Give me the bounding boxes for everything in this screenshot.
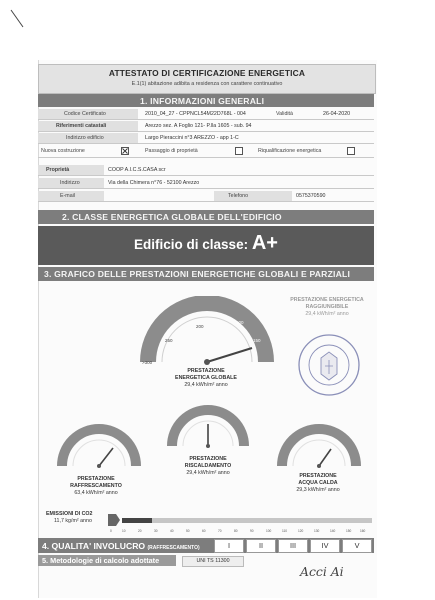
grade-II: II (246, 539, 276, 553)
catastali-label: Riferimenti catastali (56, 123, 107, 129)
row-contatti (38, 191, 374, 202)
section-2-title: 2. CLASSE ENERGETICA GLOBALE DELL'EDIFICIO (62, 212, 282, 222)
owner-indirizzo-label: Indirizzo (60, 180, 80, 186)
section-4-title-text: 4. QUALITA' INVOLUCRO (42, 541, 146, 551)
raffrescamento-label (46, 476, 146, 497)
section-4-row (38, 538, 374, 553)
riscaldamento-line2: RISCALDAMENTO (184, 463, 232, 469)
codice-label: Codice Certificato (64, 111, 106, 117)
grade-I: I (214, 539, 244, 553)
codice-value: 2010_04_27 - CPPNCL54M22D768L - 004 (145, 111, 246, 117)
svg-text:30: 30 (154, 529, 158, 533)
indirizzo-value: Largo Pieraccini n°3 AREZZO - app 1-C (145, 135, 239, 141)
section-5-title-cell (38, 555, 176, 566)
raggiungibile-value: 29,4 kWh/m² anno (305, 311, 349, 317)
section-3-title: 3. GRAFICO DELLE PRESTAZIONI ENERGETICHE GLOBALI E PARZIALI (44, 269, 351, 279)
globale-line2: ENERGETICA GLOBALE (175, 375, 237, 381)
co2-label (46, 511, 106, 525)
acqua-calda-value: 29,3 kWh/m² anno (296, 487, 340, 493)
proprieta-label: Proprietà (46, 167, 70, 173)
raffrescamento-gauge (56, 424, 142, 470)
svg-text:130: 130 (314, 529, 320, 533)
certificate-title: ATTESTATO DI CERTIFICAZIONE ENERGETICA (108, 68, 306, 78)
email-label: E-mail (60, 193, 76, 199)
catastali-value: Arezzo sez. A Foglio 121- P.lla 1605 - sub. 94 (145, 123, 252, 129)
row-catastali (38, 121, 374, 132)
riqualificazione-label: Riqualificazione energetica (258, 148, 322, 154)
svg-text:70: 70 (218, 529, 222, 533)
section-5-value: UNI TS 11300 (182, 556, 244, 567)
passaggio-checkbox[interactable] (235, 147, 243, 155)
section-3-header (38, 267, 374, 281)
svg-text:60: 60 (202, 529, 206, 533)
svg-text:160: 160 (360, 529, 366, 533)
svg-text:40: 40 (170, 529, 174, 533)
raggiungibile-line1: PRESTAZIONE ENERGETICA (290, 297, 364, 303)
co2-scale (108, 512, 374, 534)
telefono-label: Telefono (228, 193, 249, 199)
gauge-tick: 150 (253, 338, 261, 343)
row-owner-indirizzo (38, 178, 374, 189)
gauge-tick: 100 (236, 320, 244, 325)
riscaldamento-line1: PRESTAZIONE (189, 456, 227, 462)
grade-III: III (278, 539, 308, 553)
svg-text:90: 90 (250, 529, 254, 533)
riscaldamento-gauge (166, 400, 250, 450)
gauge-tick: >300 (142, 360, 153, 365)
label-cell (214, 191, 292, 201)
raggiungibile-line2: RAGGIUNGIBILE (305, 304, 349, 310)
passaggio-label: Passaggio di proprietà (145, 148, 198, 154)
gauge-tick: 200 (196, 324, 204, 329)
row-tipologia (38, 146, 374, 158)
riqualificazione-checkbox[interactable] (347, 147, 355, 155)
certificate-title-box (38, 64, 376, 94)
check-icon (122, 148, 128, 154)
energy-class-band (38, 226, 374, 265)
svg-text:150: 150 (346, 529, 352, 533)
acqua-calda-line2: ACQUA CALDA (298, 480, 338, 486)
proprieta-value: COOP A.I.C.S.CASA scr (108, 167, 166, 173)
svg-text:100: 100 (266, 529, 272, 533)
svg-text:120: 120 (298, 529, 304, 533)
energy-class-prefix: Edificio di classe: (134, 237, 249, 252)
grade-IV: IV (310, 539, 340, 553)
section-1-title: 1. INFORMAZIONI GENERALI (140, 96, 265, 106)
raffrescamento-line1: PRESTAZIONE (77, 476, 115, 482)
handwritten-signature: Acci Ai (300, 564, 344, 579)
acqua-calda-line1: PRESTAZIONE (299, 473, 337, 479)
row-codice (38, 109, 374, 120)
svg-text:0: 0 (110, 529, 112, 533)
globale-value: 29,4 kWh/m² anno (184, 382, 228, 388)
gauge-tick: 250 (165, 338, 173, 343)
svg-text:80: 80 (234, 529, 238, 533)
svg-text:110: 110 (282, 529, 288, 533)
riscaldamento-value: 29,4 kWh/m² anno (186, 470, 230, 476)
validita-value: 26-04-2020 (323, 111, 351, 117)
riscaldamento-label (158, 456, 258, 477)
acqua-calda-label (268, 473, 368, 494)
owner-indirizzo-value: Via della Chimera n°76 - 52100 Arezzo (108, 180, 200, 186)
svg-text:50: 50 (186, 529, 190, 533)
section-4-title (42, 541, 200, 551)
row-indirizzo (38, 133, 374, 144)
raffrescamento-value: 63,4 kWh/m² anno (74, 490, 118, 496)
scan-mark (8, 8, 28, 30)
co2-title: EMISSIONI DI CO2 (46, 511, 93, 517)
energy-class-value: A+ (251, 232, 278, 254)
telefono-value: 0575370590 (296, 193, 326, 199)
svg-text:10: 10 (122, 529, 126, 533)
nuova-label: Nuova costruzione (41, 148, 85, 154)
municipal-stamp (295, 330, 363, 400)
grade-V: V (342, 539, 372, 553)
raggiungibile-label (282, 297, 372, 318)
acqua-calda-gauge (276, 424, 362, 470)
certificate-subtitle: E.1(1) abitazione adibita a residenza con carattere continuativo (131, 81, 283, 87)
svg-text:140: 140 (330, 529, 336, 533)
indirizzo-label: Indirizzo edificio (66, 135, 104, 141)
main-gauge (140, 296, 274, 368)
validita-label: Validità (276, 111, 293, 117)
globale-line1: PRESTAZIONE (187, 368, 225, 374)
section-2-header (38, 210, 374, 224)
globale-label (146, 368, 266, 389)
co2-value: 11,7 kg/m² anno (54, 518, 92, 524)
row-proprieta (38, 165, 374, 176)
section-5-title: 5. Metodologie di calcolo adottate (42, 556, 160, 565)
energy-class-line (38, 232, 374, 255)
section-4-title-small: (RAFFRESCAMENTO) (147, 545, 200, 551)
raffrescamento-line2: RAFFRESCAMENTO (70, 483, 122, 489)
section-1-header (38, 94, 374, 107)
svg-text:20: 20 (138, 529, 142, 533)
nuova-checkbox[interactable] (121, 147, 129, 155)
